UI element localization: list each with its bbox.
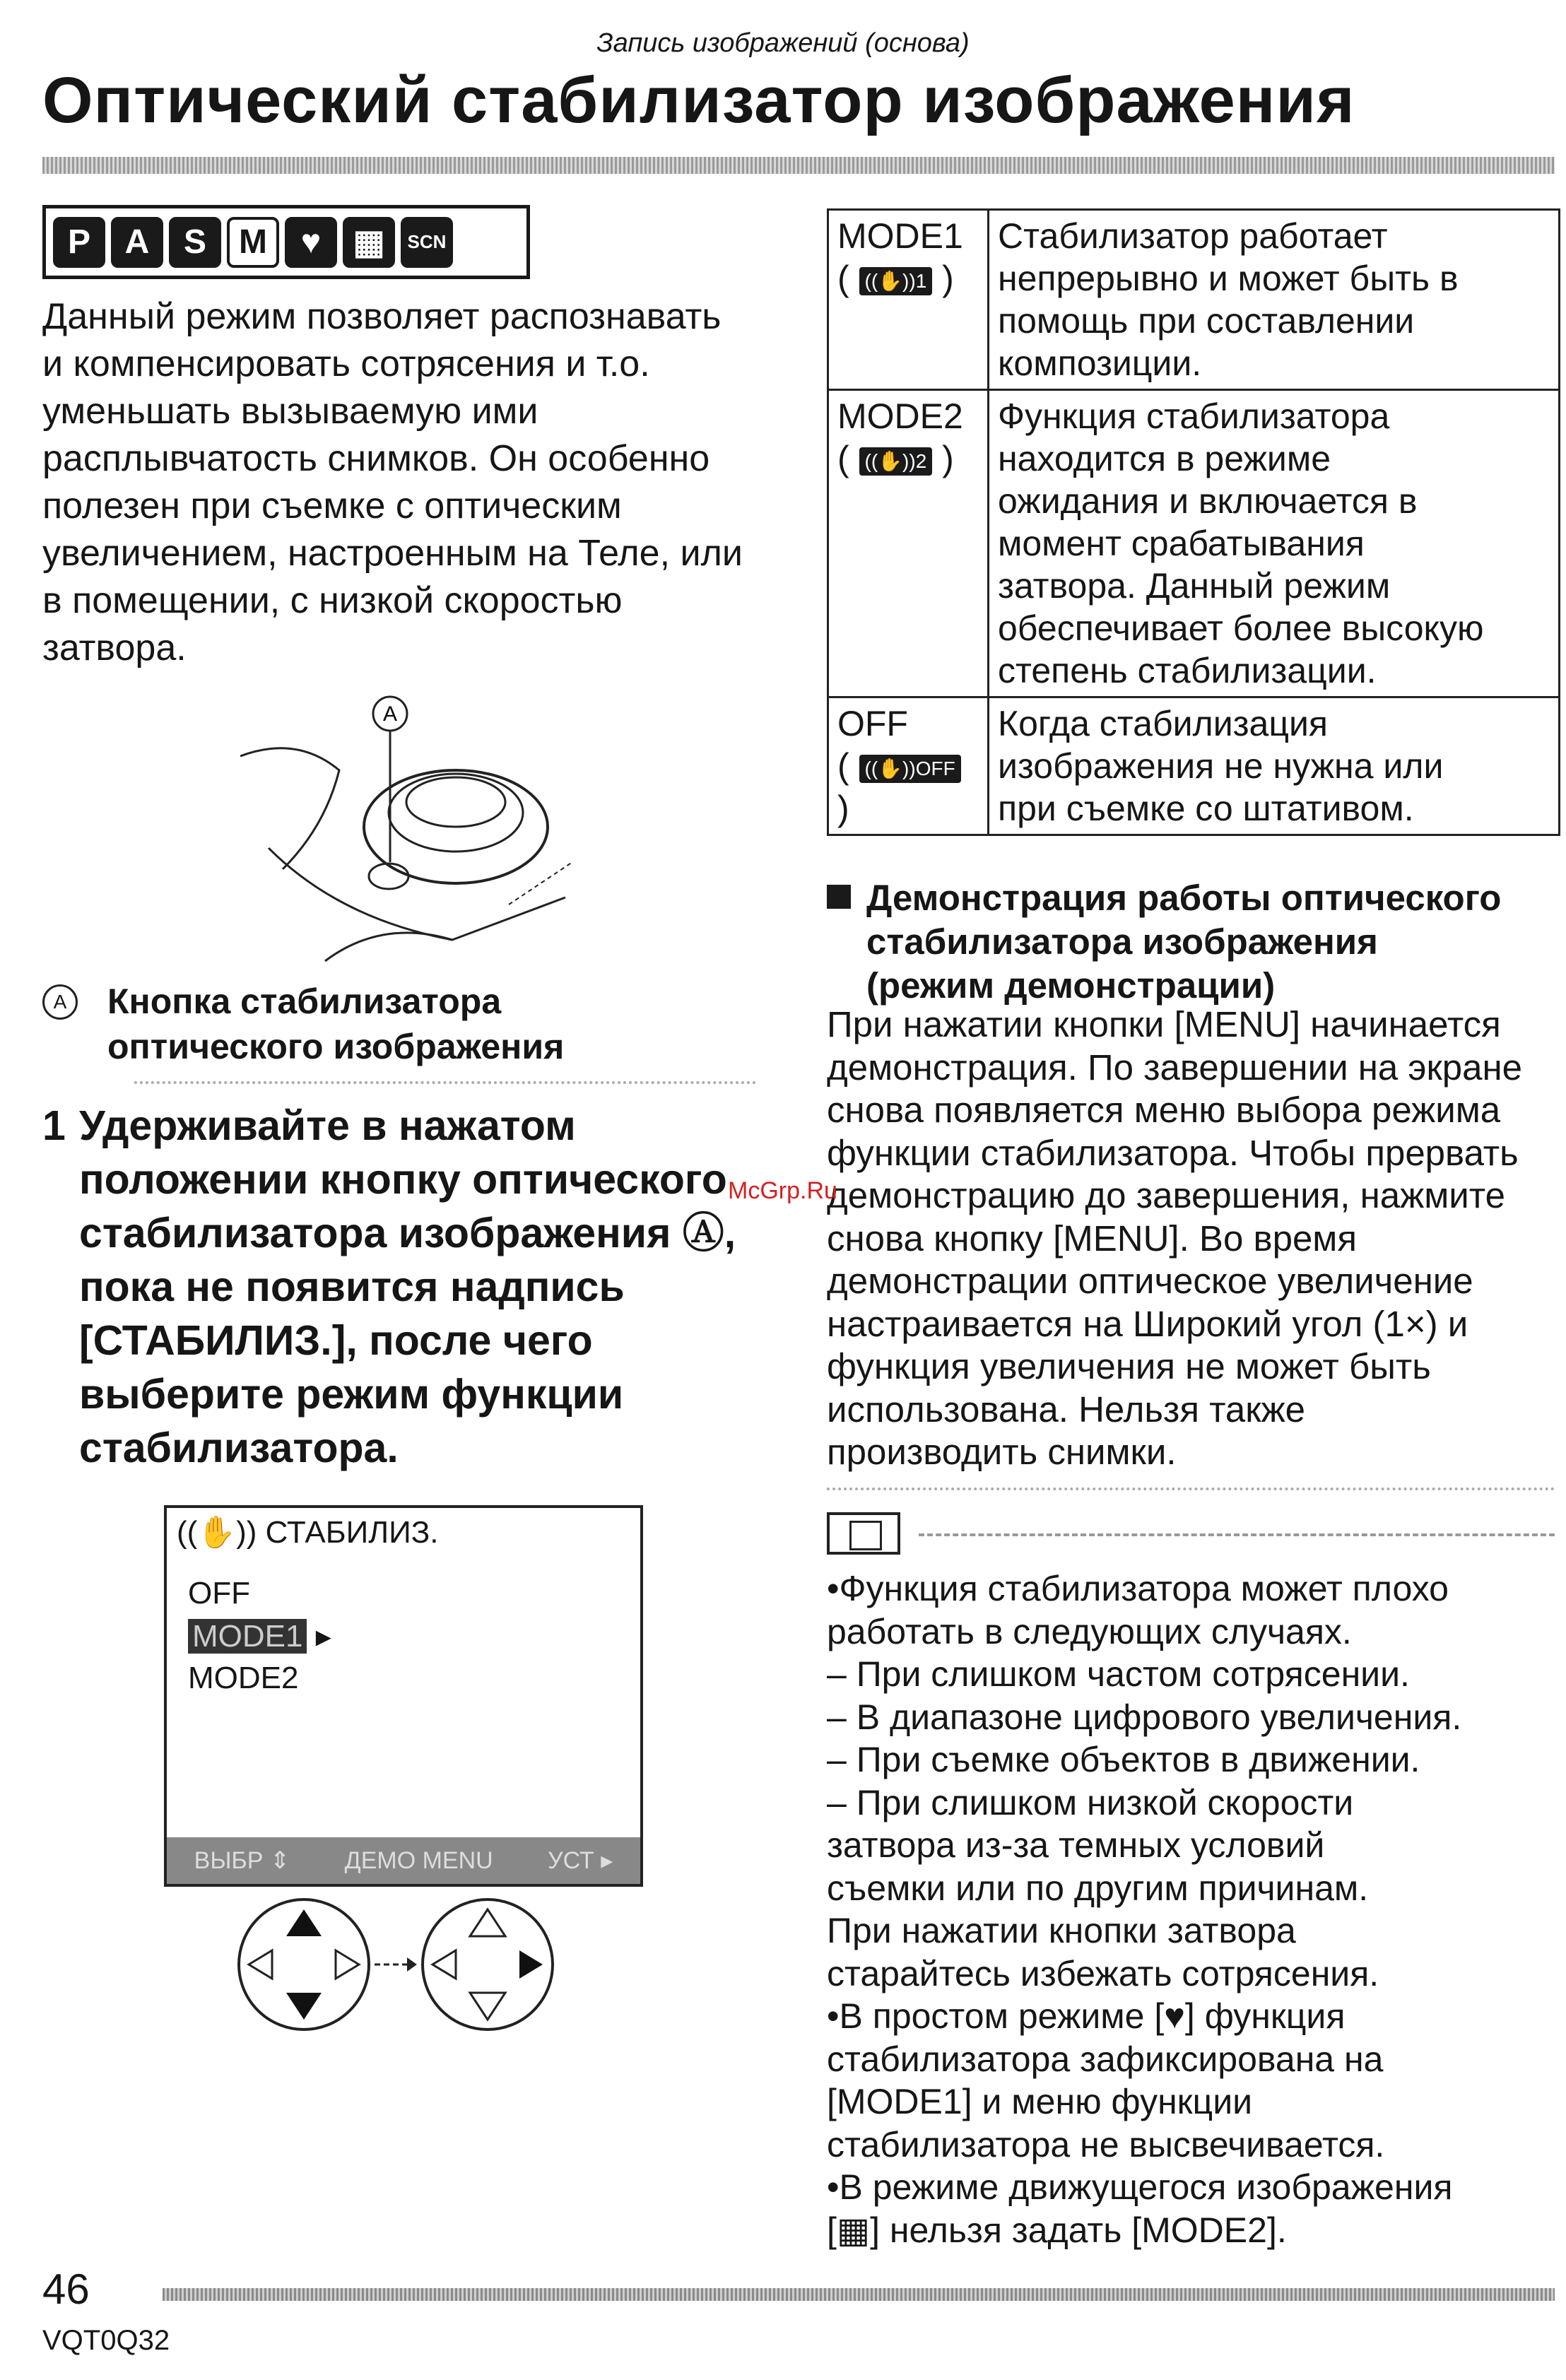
desc-line: непрерывно и может быть в xyxy=(998,259,1459,298)
mode-cell: MODE2 ( ((✋))2 ) xyxy=(828,390,989,697)
divider xyxy=(134,1081,756,1084)
note-line: – При съемке объектов в движении. xyxy=(827,1740,1420,1779)
document-code: VQT0Q32 xyxy=(42,2325,170,2356)
footer-set-hint: УСТ ▸ xyxy=(548,1847,613,1874)
note-line: •Функция стабилизатора может плохо xyxy=(827,1569,1449,1608)
note-line: затвора из-за темных условий xyxy=(827,1825,1325,1865)
off-icon: ((✋))OFF xyxy=(859,755,961,783)
demo-heading-line: Демонстрация работы оптического xyxy=(866,878,1502,918)
desc-line: помощь при составлении xyxy=(998,301,1415,341)
mode-s-icon: S xyxy=(169,217,221,268)
step-number: 1 xyxy=(42,1102,66,1149)
table-row xyxy=(828,210,1560,390)
note-line: – При слишком низкой скорости xyxy=(827,1782,1354,1822)
mode1-icon: ((✋))1 xyxy=(859,267,933,295)
mode-a-icon: A xyxy=(111,217,163,268)
desc-line: момент срабатывания xyxy=(998,524,1365,563)
desc-line: Когда стабилизация xyxy=(998,704,1328,743)
desc-line: ожидания и включается в xyxy=(998,481,1418,521)
demo-line: демонстрации оптическое увеличение xyxy=(827,1261,1473,1301)
note-line: [▦] нельзя задать [MODE2]. xyxy=(827,2210,1287,2250)
demo-line: использована. Нельзя также xyxy=(827,1389,1306,1430)
table-row xyxy=(828,697,1560,835)
menu-footer-bar xyxy=(167,1837,640,1884)
demo-line: настраивается на Широкий угол (1×) и xyxy=(827,1303,1468,1344)
demo-heading-line: (режим демонстрации) xyxy=(866,965,1276,1006)
step-line: выберите режим функции xyxy=(79,1371,624,1418)
scene-mode-icon: SCN xyxy=(401,217,453,268)
intro-line: Данный режим позволяет распознавать xyxy=(42,296,722,337)
demo-line: снова появляется меню выбора режима xyxy=(827,1090,1501,1130)
note-line: [MODE1] и меню функции xyxy=(827,2082,1253,2121)
right-arrow-icon xyxy=(336,1950,359,1979)
mode-name: MODE1 xyxy=(837,216,963,256)
note-icon xyxy=(827,1512,900,1555)
mode-cell: OFF ( ((✋))OFF ) xyxy=(828,697,989,835)
callout-marker: A xyxy=(42,984,78,1020)
demo-heading-line: стабилизатора изображения xyxy=(866,921,1378,962)
footer-demo-hint: ДЕМО MENU xyxy=(344,1846,493,1874)
demo-line: функции стабилизатора. Чтобы прервать xyxy=(827,1132,1519,1173)
description-cell xyxy=(989,390,1560,697)
demo-line: При нажатии кнопки [MENU] начинается xyxy=(827,1004,1501,1044)
mode-name: MODE2 xyxy=(837,396,963,436)
left-arrow-icon xyxy=(249,1950,272,1979)
step-line: Удерживайте в нажатом xyxy=(79,1102,576,1149)
menu-header: ((✋)) СТАБИЛИЗ. xyxy=(177,1515,439,1550)
desc-line: Функция стабилизатора xyxy=(998,396,1390,436)
step-line: пока не появится надпись xyxy=(79,1263,625,1310)
callout-line: оптического изображения xyxy=(107,1027,565,1066)
stabilizer-modes-table xyxy=(827,208,1560,836)
notes-list xyxy=(827,1567,1562,2251)
cursor-pad-diagram xyxy=(233,1894,587,2035)
camera-illustration xyxy=(240,685,579,982)
simple-mode-icon: ♥ xyxy=(285,217,337,268)
desc-line: находится в режиме xyxy=(998,439,1331,478)
stabilizer-menu-screen xyxy=(164,1505,643,1887)
note-line: стабилизатора не высвечивается. xyxy=(827,2124,1385,2164)
description-cell xyxy=(989,210,1560,390)
demo-line: функция увеличения не может быть xyxy=(827,1346,1431,1386)
figure-marker-label: A xyxy=(382,702,398,726)
intro-line: затвора. xyxy=(42,628,187,668)
step-line: [СТАБИЛИЗ.], после чего xyxy=(79,1317,593,1364)
demo-line: производить снимки. xyxy=(827,1432,1177,1472)
mode-p-icon: P xyxy=(53,217,105,268)
intro-paragraph xyxy=(42,293,777,672)
description-cell xyxy=(989,697,1560,835)
footer-rule xyxy=(163,2288,1555,2301)
desc-line: Стабилизатор работает xyxy=(998,216,1388,256)
bullet-square-icon xyxy=(827,885,851,909)
note-line: При нажатии кнопки затвора xyxy=(827,1911,1296,1950)
section-title: Запись изображений (основа) xyxy=(596,28,970,58)
divider xyxy=(919,1533,1555,1536)
note-line: – При слишком частом сотрясении. xyxy=(827,1654,1410,1694)
watermark: McGrp.Ru xyxy=(728,1177,837,1204)
arrow-right-icon xyxy=(407,1957,417,1972)
menu-option-mode1[interactable]: MODE1 ▸ xyxy=(188,1618,331,1654)
desc-line: при съемке со штативом. xyxy=(998,789,1414,828)
title-rule xyxy=(42,157,1555,174)
intro-line: и компенсировать сотрясения и т.о. xyxy=(42,343,650,384)
intro-line: увеличением, настроенным на Теле, или xyxy=(42,533,743,574)
menu-option-mode2[interactable]: MODE2 xyxy=(188,1661,299,1695)
demo-paragraph xyxy=(827,1003,1562,1474)
demo-line: демонстрацию до завершения, нажмите xyxy=(827,1175,1505,1215)
mode-name: OFF xyxy=(837,704,908,743)
desc-line: обеспечивает более высокую xyxy=(998,608,1484,648)
note-line: съемки или по другим причинам. xyxy=(827,1868,1369,1908)
step-line: стабилизатора изображения Ⓐ, xyxy=(79,1210,736,1256)
page-number: 46 xyxy=(42,2266,90,2313)
step-line: положении кнопку оптического xyxy=(79,1156,727,1203)
desc-line: степень стабилизации. xyxy=(998,651,1377,690)
up-arrow-icon xyxy=(286,1909,322,1936)
divider xyxy=(827,1488,1555,1490)
mode2-icon: ((✋))2 xyxy=(859,447,933,476)
mode-m-icon: M xyxy=(227,217,279,268)
demo-line: снова кнопку [MENU]. Во время xyxy=(827,1218,1357,1259)
mode-icons-strip xyxy=(42,205,530,279)
desc-line: затвора. Данный режим xyxy=(998,566,1391,606)
note-line: •В простом режиме [♥] функция xyxy=(827,1996,1346,2036)
callout-line: Кнопка стабилизатора xyxy=(107,982,502,1021)
menu-option-off[interactable]: OFF xyxy=(188,1576,250,1610)
step-line: стабилизатора. xyxy=(79,1425,399,1471)
motion-picture-icon: ▦ xyxy=(343,217,395,268)
note-line: – В диапазоне цифрового увеличения. xyxy=(827,1697,1462,1737)
down-arrow-icon xyxy=(286,1993,322,2020)
intro-line: уменьшать вызываемую ими xyxy=(42,391,538,432)
intro-line: в помещении, с низкой скоростью xyxy=(42,580,623,621)
desc-line: композиции. xyxy=(998,343,1202,383)
footer-select-hint: ВЫБР ⇕ xyxy=(194,1847,290,1874)
desc-line: изображения не нужна или xyxy=(998,746,1444,786)
intro-line: расплывчатость снимков. Он особенно xyxy=(42,438,710,479)
note-line: работать в следующих случаях. xyxy=(827,1611,1352,1651)
note-line: •В режиме движущегося изображения xyxy=(827,2167,1453,2207)
note-line: стабилизатора зафиксирована на xyxy=(827,2039,1384,2079)
page-title: Оптический стабилизатор изображения xyxy=(42,64,1355,136)
table-row xyxy=(828,390,1560,697)
note-line: старайтесь избежать сотрясения. xyxy=(827,1953,1379,1993)
intro-line: полезен при съемке с оптическим xyxy=(42,485,622,526)
mode-cell: MODE1 ( ((✋))1 ) xyxy=(828,210,989,390)
demo-line: демонстрация. По завершении на экране xyxy=(827,1047,1523,1088)
